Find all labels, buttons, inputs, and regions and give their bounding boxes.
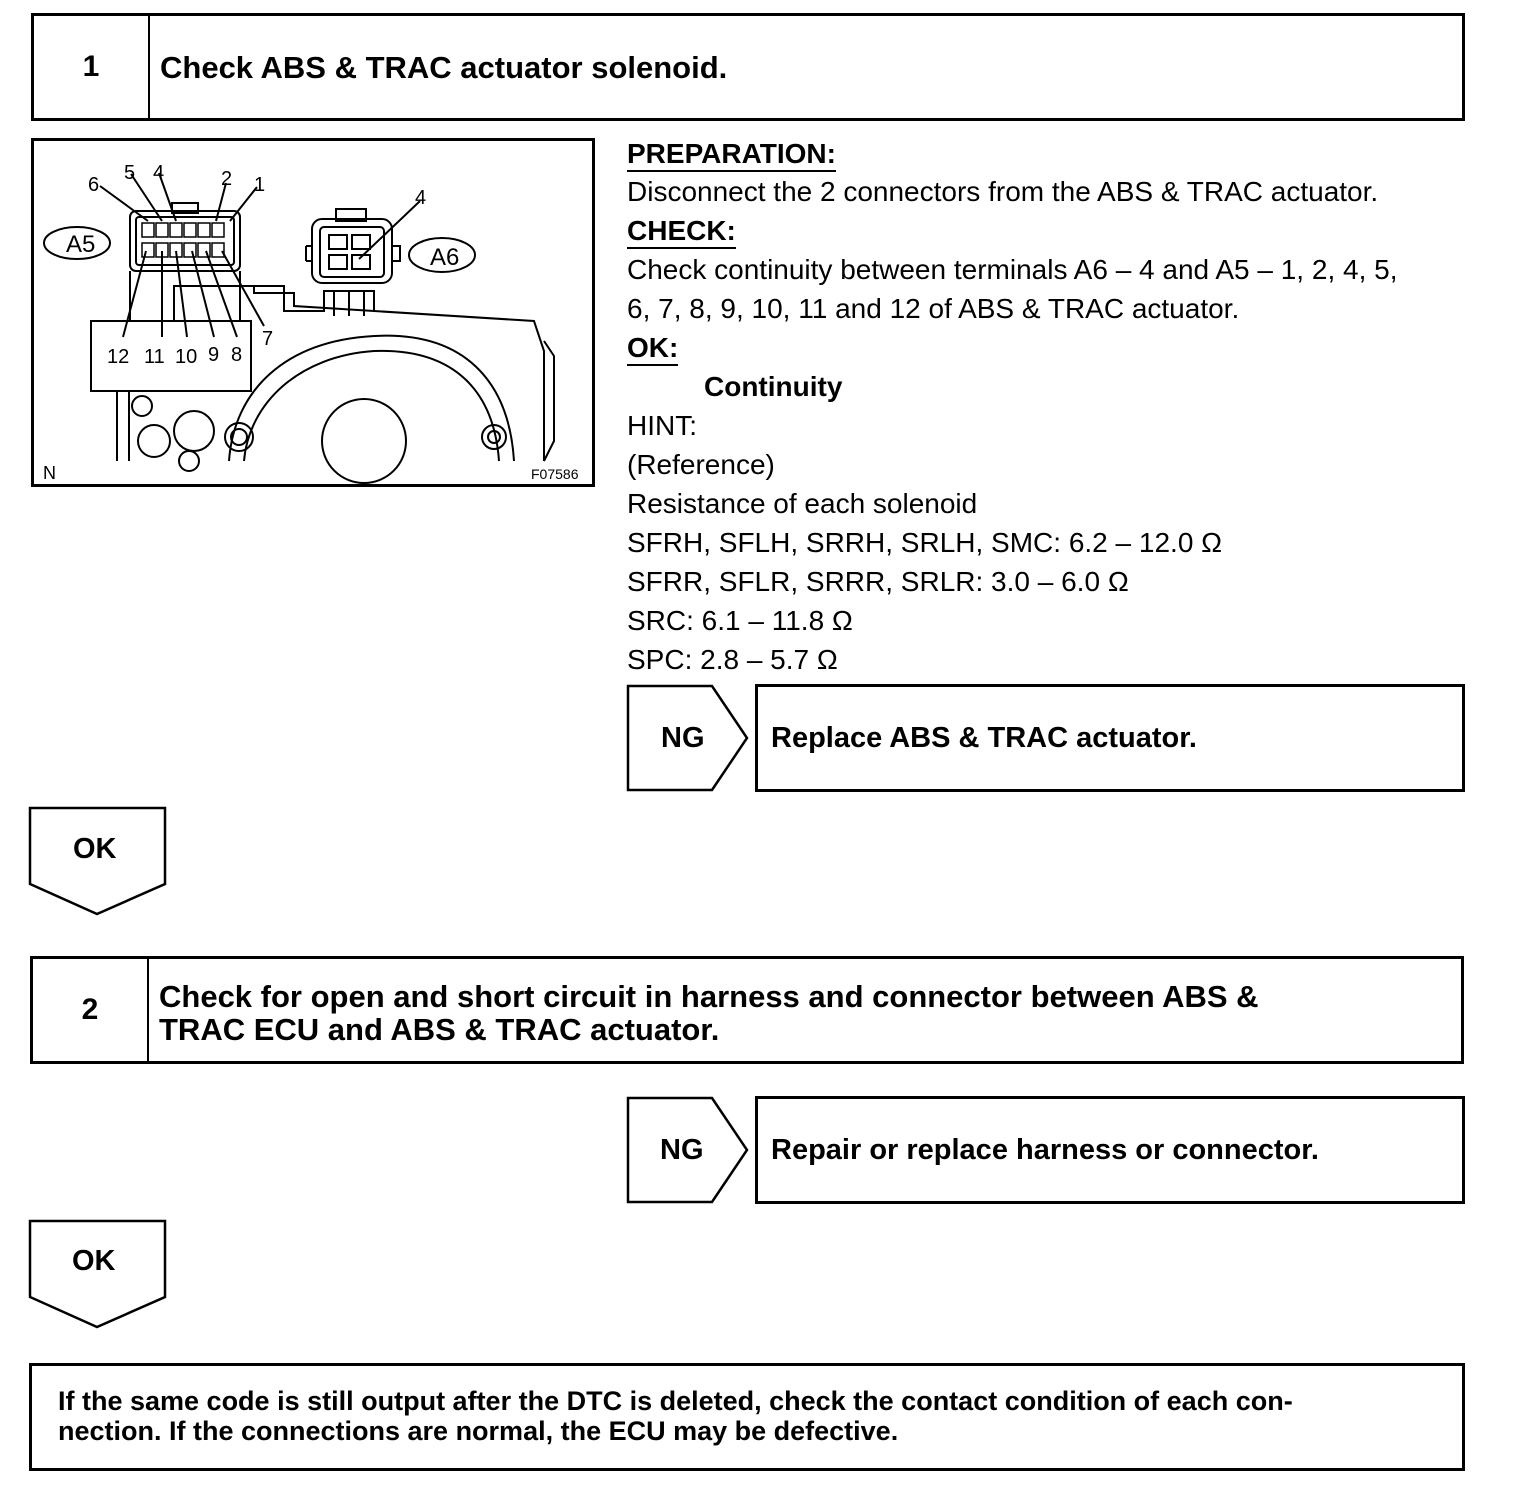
step-1-header — [31, 13, 1465, 121]
pin-label-10: 10 — [175, 346, 198, 368]
hint-line: Resistance of each solenoid — [627, 488, 978, 519]
step-2-ok-label: OK — [72, 1245, 116, 1277]
pin-label-11: 11 — [144, 346, 165, 368]
pin-label-9: 9 — [208, 344, 220, 366]
pin-label-7: 7 — [262, 328, 274, 350]
hint-line: (Reference) — [627, 449, 775, 480]
pin-label-2: 2 — [221, 168, 233, 190]
pin-label-4: 4 — [153, 162, 165, 184]
hint-line: SPC: 2.8 – 5.7 Ω — [627, 644, 838, 675]
pin-label-a6-4: 4 — [415, 187, 427, 209]
a5-label: A5 — [66, 231, 96, 258]
preparation-text: Disconnect the 2 connectors from the ABS & TRAC actuator. — [627, 176, 1379, 207]
pin-label-8: 8 — [231, 344, 243, 366]
pin-label-1: 1 — [254, 174, 266, 196]
final-note-line-1: If the same code is still output after the DTC is deleted, check the contact condition of each con- — [58, 1386, 1293, 1416]
check-heading: CHECK: — [627, 211, 736, 250]
step-2-header — [30, 956, 1464, 1064]
a6-label: A6 — [430, 244, 460, 271]
check-text-line-1: Check continuity between terminals A6 – 4 and A5 – 1, 2, 4, 5, — [627, 254, 1398, 285]
pin-label-12: 12 — [107, 346, 130, 368]
pin-label-6: 6 — [88, 174, 100, 196]
step-2-number: 2 — [33, 959, 149, 1061]
connector-diagram-drawing — [34, 141, 592, 484]
final-note-box — [29, 1363, 1465, 1471]
check-text-line-2: 6, 7, 8, 9, 10, 11 and 12 of ABS & TRAC actuator. — [627, 293, 1240, 324]
step-2-title-line-2: TRAC ECU and ABS & TRAC actuator. — [159, 1012, 720, 1047]
step-1-title: Check ABS & TRAC actuator solenoid. — [160, 50, 728, 85]
step-1-ok-label: OK — [73, 833, 117, 865]
ok-heading: OK: — [627, 328, 678, 367]
figure-corner-label: N — [43, 463, 56, 483]
step-1-number: 1 — [34, 16, 150, 118]
pin-label-5: 5 — [124, 162, 136, 184]
hint-line: SFRR, SFLR, SRRR, SRLR: 3.0 – 6.0 Ω — [627, 566, 1129, 597]
step-1-ng-label: NG — [661, 722, 705, 754]
connector-diagram — [31, 138, 595, 487]
hint-line: HINT: — [627, 410, 697, 441]
hint-line: SFRH, SFLH, SRRH, SRLH, SMC: 6.2 – 12.0 Ω — [627, 527, 1223, 558]
step-2-title-line-1: Check for open and short circuit in harness and connector between ABS & — [159, 979, 1259, 1014]
step-1-ng-action: Replace ABS & TRAC actuator. — [755, 684, 1465, 792]
figure-code: F07586 — [531, 466, 579, 482]
step-2-ng-action: Repair or replace harness or connector. — [755, 1096, 1465, 1204]
hint-line: SRC: 6.1 – 11.8 Ω — [627, 605, 853, 636]
step-2-ng-label: NG — [660, 1134, 704, 1166]
ok-value: Continuity — [704, 371, 843, 402]
final-note-line-2: nection. If the connections are normal, the ECU may be defective. — [58, 1416, 899, 1446]
preparation-heading: PREPARATION: — [627, 134, 836, 173]
